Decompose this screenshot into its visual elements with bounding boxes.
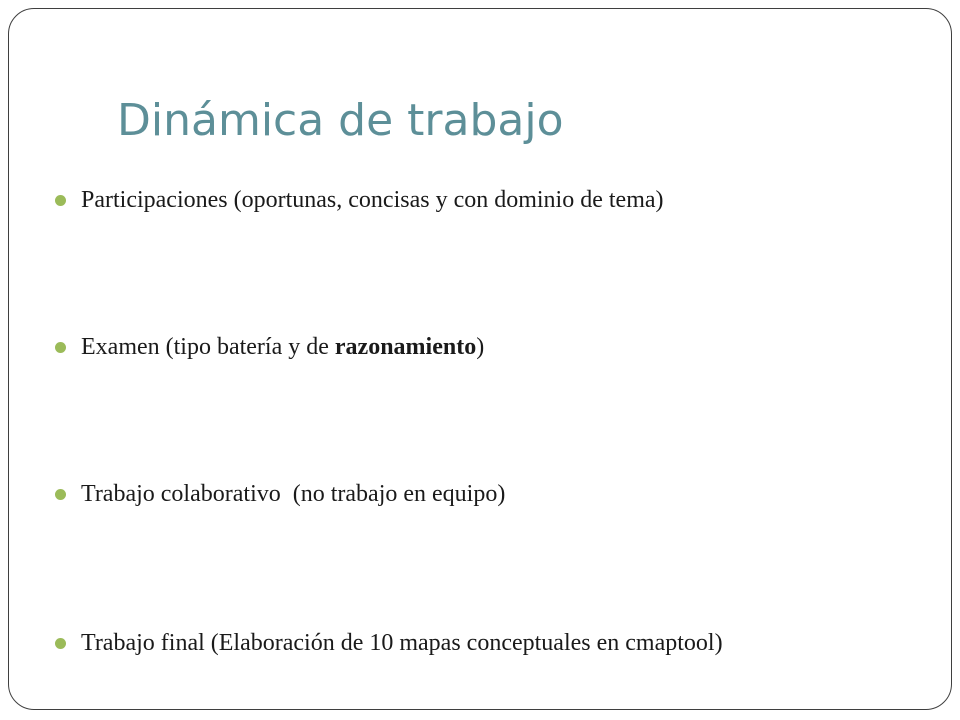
green-dot-icon <box>55 638 66 649</box>
bullet-item-participaciones <box>55 184 664 216</box>
bullet-item-trabajo-final <box>55 627 723 659</box>
bullet-item-examen <box>55 331 484 363</box>
slide-frame <box>8 8 952 710</box>
bullet-text-bold: razonamiento <box>334 333 477 360</box>
bullet-text: Trabajo colaborativo (no trabajo en equipo) <box>81 480 506 507</box>
green-dot-icon <box>55 195 66 206</box>
green-dot-icon <box>55 489 66 500</box>
bullet-text-prefix: Examen (tipo batería y de <box>81 333 335 360</box>
bullet-text <box>81 334 484 361</box>
slide-title: Dinámica de trabajo <box>117 95 564 146</box>
bullet-text-suffix: ) <box>476 333 485 360</box>
green-dot-icon <box>55 342 66 353</box>
bullet-text: Participaciones (oportunas, concisas y con dominio de tema) <box>81 186 664 213</box>
bullet-text: Trabajo final (Elaboración de 10 mapas conceptuales en cmaptool) <box>81 629 723 656</box>
bullet-item-trabajo-colaborativo <box>55 478 505 510</box>
